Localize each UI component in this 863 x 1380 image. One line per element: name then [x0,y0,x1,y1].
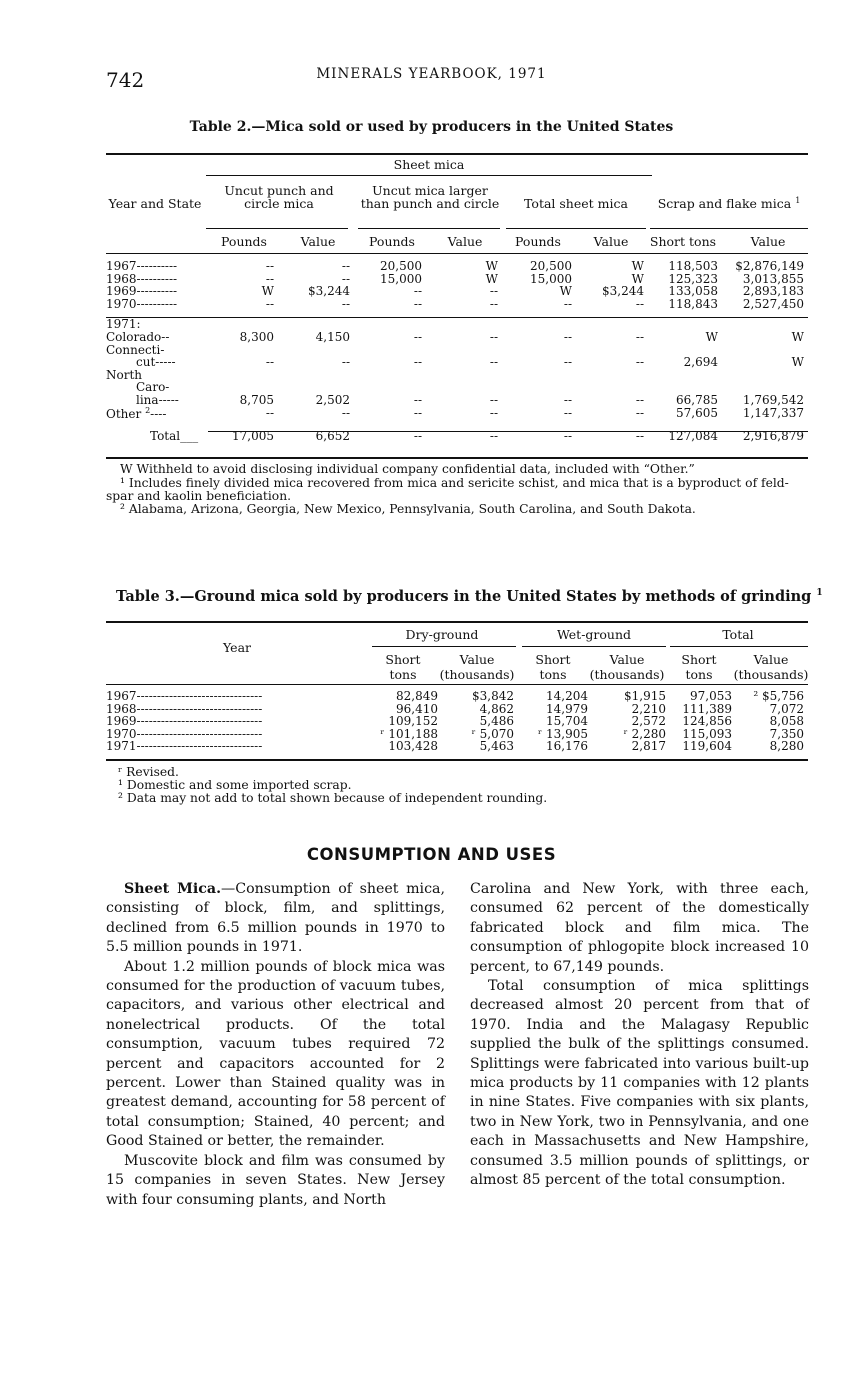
t2-cell: -- [265,259,274,273]
t2-cell: 133,058 [668,284,718,299]
t2-cell: -- [563,392,572,407]
page-number: 742 [106,68,145,92]
t2-cell: -- [413,355,422,370]
table3-wet-rule [522,646,666,647]
t3-cell: 14,204 [546,689,588,703]
t2-cell: -- [489,355,498,370]
t2-cell: W [631,259,644,273]
table2-year-state-heading: Year and State [108,196,202,211]
t3-cell: 14,979 [546,701,588,716]
left-paragraph-2: About 1.2 million pounds of block mica was consumed for the production of vacuum tubes, capacitors, and various other electrical and nonelectrical products. Of the total consumption, vacuum tubes required 72 percent and capacitors accounted for 2 percent. Lower than Stained quality was in greatest demand, accounting for 58 percent of total consumption; Stained, 40 percent; and Good Stained or better, the remainder. [106,958,445,1150]
t2-cell: -- [563,329,572,344]
t2-sub-value-2: Value [447,234,483,249]
t2-cell: -- [489,406,498,421]
t3-sub-value-1: Value (thousands) [439,652,515,682]
t2-cell: -- [489,296,498,311]
t2-cell: W [705,329,718,344]
t3-cell: 82,849 [396,689,438,703]
t3-row-label: 1967------------------------------- [106,689,263,703]
t2-cell: -- [563,355,572,370]
table3-dry-rule [372,646,516,647]
table2-total-rule [208,431,808,432]
table2-sheet-mica-heading: Sheet mica [393,157,465,172]
t2-cell: 118,843 [668,296,718,311]
table2-top-rule [106,153,808,155]
table2-footnote-1: ¹ Includes finely divided mica recovered from mica and sericite schist, and mica that is a byproduct of feld- [120,476,789,490]
t3-cell: 115,093 [682,726,732,741]
t2-cell: 3,013,855 [742,271,804,286]
t3-sub-short-1: Short tons [385,652,421,682]
t2-cell: $3,244 [602,284,644,299]
t2-cell: -- [489,284,498,299]
table-row [106,430,808,443]
t2-cell: -- [413,296,422,311]
t3-cell: ʳ 5,070 [471,726,514,741]
table3-total-heading: Total [722,627,754,642]
t2-cell: 17,005 [232,429,274,444]
t2-year-1971: 1971: [106,317,141,332]
table-row [106,260,808,273]
left-paragraph-3: Muscovite block and film was consumed by 15 companies in seven States. New Jersey with four consuming plants, and North [106,1152,445,1208]
t2-cell: 20,500 [380,259,422,273]
t3-cell: 103,428 [388,739,438,754]
t2-cell: -- [563,406,572,421]
t3-cell: 119,604 [682,739,732,754]
t2-cell: 15,000 [380,271,422,286]
t3-sub-value-2: Value (thousands) [589,652,665,682]
t3-sub-short-2: Short tons [535,652,571,682]
t3-row-label: 1969------------------------------- [106,714,263,729]
t2-cell: 2,916,879 [742,429,804,444]
table2-footnote-w: W Withheld to avoid disclosing individual company confidential data, included with “Other.” [120,462,695,476]
t3-row-label: 1968------------------------------- [106,701,263,716]
t2-cell: -- [413,429,422,444]
t2-cell: 57,605 [676,406,718,421]
table2-uncut-larger-heading: Uncut mica larger than punch and circle [360,183,500,212]
t2-cell: -- [635,392,644,407]
table2-header-rule [106,253,808,254]
t2-cell: 2,694 [683,355,718,370]
t2-cell: 2,893,183 [742,284,804,299]
table-row [106,331,808,344]
right-paragraph-2: Total consumption of mica splittings decreased almost 20 percent from that of 1970. India and the Malagasy Republic supplied the bulk of the splittings consumed. Splittings were fabricated into various built-up mica products by 11 companies with 12 plants in nine States. Five companies with six plants, two in New York, two in Pennsylvania, and one each in Massachusetts and New Hampshire, consumed 3.5 million pounds of splittings, or almost 85 percent of the total consumption. [470,978,809,1189]
t2-cell: $2,876,149 [735,259,804,273]
t2-row-label: Connecti- cut----- [106,342,176,370]
t3-cell: 2,572 [631,714,666,729]
t2-row-label: Colorado-- [106,329,170,344]
table2-rule-a [206,228,348,229]
t2-cell: 15,000 [530,271,572,286]
t3-cell: 7,350 [769,726,804,741]
t2-cell: -- [341,355,350,370]
t2-cell: -- [265,296,274,311]
t2-row-label: 1969---------- [106,284,178,299]
section-heading: CONSUMPTION AND USES [306,845,557,864]
table-row [106,318,808,331]
table3-top-rule [106,621,808,623]
t2-cell: 20,500 [530,259,572,273]
table3-footnote-2: ² Data may not add to total shown because of independent rounding. [118,791,548,805]
t2-row-label: North Caro- lina----- [106,367,179,407]
t3-row-label: 1971------------------------------- [106,739,263,754]
table-row [106,740,808,753]
t2-sub-value-3: Value [593,234,629,249]
table2-footnote-1b: spar and kaolin beneficiation. [106,489,292,503]
t2-cell: -- [341,406,350,421]
t3-cell: 124,856 [682,714,732,729]
t2-cell: 125,323 [668,271,718,286]
t3-cell: 111,389 [682,701,732,716]
t2-cell: -- [635,429,644,444]
t2-cell: 66,785 [676,392,718,407]
t2-sub-value-1: Value [300,234,336,249]
t2-cell: -- [413,392,422,407]
t3-cell: 2,817 [631,739,666,754]
t2-cell: 8,705 [239,392,274,407]
t2-sub-pounds-1: Pounds [221,234,267,249]
t2-cell: W [261,284,274,299]
t3-cell: 8,280 [769,739,804,754]
t2-cell: W [559,284,572,299]
table2-title: Table 2.—Mica sold or used by producers in the United States [189,119,674,135]
table-row [106,715,808,728]
t3-cell: 16,176 [546,739,588,754]
t2-cell: $3,244 [308,284,350,299]
table3-year-heading: Year [223,640,251,655]
table3-bottom-rule [106,759,808,761]
table2-scrap-heading: Scrap and flake mica $^1$ [657,196,801,212]
t2-cell: -- [635,406,644,421]
table-row [106,690,808,703]
table3-body [106,690,808,753]
t2-cell: -- [341,271,350,286]
t2-cell: W [631,271,644,286]
t2-row-label: Other $^2$---- [106,405,167,421]
t3-cell: 5,486 [479,714,514,729]
left-column [106,880,445,1210]
t3-cell: ʳ 13,905 [538,726,588,741]
table3-title: Table 3.—Ground mica sold by producers in the United States by methods of grinding $^1$ [116,588,823,605]
table2-bottom-rule [106,457,808,459]
t2-cell: -- [635,296,644,311]
t3-row-label: 1970------------------------------- [106,726,263,741]
t3-cell: ² $5,756 [753,689,804,703]
t2-cell: 2,502 [315,392,350,407]
table3-footnote-r: ʳ Revised. [118,765,179,779]
t2-cell: 6,652 [315,429,350,444]
left-paragraph-1: Sheet Mica.—Consumption of sheet mica, consisting of block, film, and splittings, declined from 6.5 million pounds in 1970 to 5.5 million pounds in 1971. [106,881,445,956]
t2-cell: -- [413,406,422,421]
t2-cell: -- [265,271,274,286]
t3-cell: 4,862 [479,701,514,716]
t3-cell: 96,410 [396,701,438,716]
t2-cell: -- [265,406,274,421]
t3-cell: ʳ 101,188 [380,726,438,741]
table2-sheet-rule [206,175,652,176]
table2-body [106,260,808,443]
t2-cell: W [485,259,498,273]
t2-cell: -- [563,296,572,311]
running-title: MINERALS YEARBOOK, 1971 [316,66,547,82]
table2-footnote-2: ² Alabama, Arizona, Georgia, New Mexico, Pennsylvania, South Carolina, and South Dakota. [120,502,696,516]
table3-footnote-1: ¹ Domestic and some imported scrap. [118,778,352,792]
table2-rule-b [358,228,500,229]
t3-cell: $1,915 [624,689,666,703]
t2-total-label: Total___ [150,429,199,444]
t2-sub-value-4: Value [750,234,786,249]
t2-cell: 1,769,542 [742,392,804,407]
t2-cell: 127,084 [668,429,718,444]
table2-uncut-punch-heading: Uncut punch and circle mica [224,183,334,212]
t2-cell: -- [341,296,350,311]
right-column [470,880,809,1191]
t2-cell: -- [265,355,274,370]
t2-sub-pounds-2: Pounds [369,234,415,249]
t2-row-label: 1970---------- [106,296,178,311]
t2-cell: 8,300 [239,329,274,344]
t3-cell: $3,842 [472,689,514,703]
right-paragraph-1: Carolina and New York, with three each, consumed 62 percent of the domestically fabricated block and film mica. The consumption of phlogopite block increased 10 percent, to 67,149 pounds. [470,881,809,975]
t3-cell: 5,463 [479,739,514,754]
t2-cell: 2,527,450 [742,296,804,311]
t2-sub-short-tons: Short tons [649,234,717,249]
t2-row-label: 1968---------- [106,271,178,286]
t2-cell: -- [635,355,644,370]
table3-total-rule [670,646,808,647]
t2-cell: -- [563,429,572,444]
t2-cell: W [485,271,498,286]
table3-dry-heading: Dry-ground [405,627,479,642]
t3-sub-value-3: Value (thousands) [733,652,809,682]
t3-cell: 8,058 [769,714,804,729]
t2-cell: -- [341,259,350,273]
t2-cell: W [791,355,804,370]
t2-cell: -- [489,392,498,407]
t3-cell: 7,072 [769,701,804,716]
table-row [106,344,808,369]
table-row [106,285,808,298]
t2-cell: 118,503 [668,259,718,273]
table-row [106,369,808,407]
t2-cell: -- [413,329,422,344]
table2-rule-d [650,228,808,229]
table2-years-rule [106,317,808,318]
t2-cell: 1,147,337 [742,406,804,421]
table2-rule-c [506,228,646,229]
t3-cell: 2,210 [631,701,666,716]
t2-sub-pounds-3: Pounds [515,234,561,249]
t3-cell: 97,053 [690,689,732,703]
table2-total-sheet-heading: Total sheet mica [524,196,628,211]
t2-cell: 4,150 [315,329,350,344]
t2-cell: -- [489,329,498,344]
table-row [106,407,808,421]
table3-wet-heading: Wet-ground [556,627,632,642]
t3-cell: 15,704 [546,714,588,729]
t3-cell: 109,152 [388,714,438,729]
t2-cell: -- [489,429,498,444]
t3-sub-short-3: Short tons [681,652,717,682]
t2-cell: -- [413,284,422,299]
table-row [106,298,808,311]
t2-cell: W [791,329,804,344]
t3-cell: ʳ 2,280 [623,726,666,741]
t2-row-label: 1967---------- [106,259,178,273]
table3-header-rule [106,684,808,685]
t2-cell: -- [635,329,644,344]
